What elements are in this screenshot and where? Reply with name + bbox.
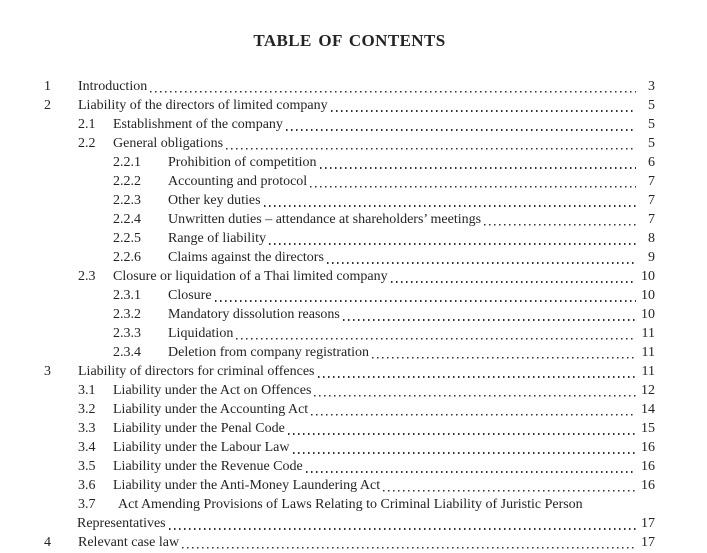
toc-entry bbox=[44, 476, 655, 495]
dot-leader bbox=[383, 476, 636, 495]
entry-label: Closure or liquidation of a Thai limited company bbox=[113, 269, 388, 284]
entry-number: 2.3 bbox=[78, 269, 96, 284]
entry-number: 3.6 bbox=[78, 478, 96, 493]
dot-leader bbox=[327, 248, 636, 267]
toc-entry bbox=[44, 438, 655, 457]
toc-entry bbox=[44, 134, 655, 153]
page-number: 11 bbox=[641, 345, 655, 360]
page-number: 10 bbox=[641, 288, 655, 303]
entry-number: 2.2.6 bbox=[113, 250, 141, 265]
dot-leader bbox=[484, 210, 636, 229]
toc-entry bbox=[44, 267, 655, 286]
page-number: 5 bbox=[648, 136, 655, 151]
page-number: 5 bbox=[648, 98, 655, 113]
page-number: 12 bbox=[641, 383, 655, 398]
dot-leader bbox=[288, 419, 636, 438]
toc-entry-continuation bbox=[44, 514, 655, 533]
page-number: 14 bbox=[641, 402, 655, 417]
entry-number: 3.7 bbox=[78, 497, 96, 512]
toc-entry bbox=[44, 248, 655, 267]
dot-leader bbox=[169, 514, 636, 533]
entry-label: Liability under the Penal Code bbox=[113, 421, 285, 436]
dot-leader bbox=[236, 324, 636, 343]
entry-label: Liability of the directors of limited company bbox=[78, 98, 328, 113]
entry-label: Mandatory dissolution reasons bbox=[168, 307, 340, 322]
entry-label: Liability under the Revenue Code bbox=[113, 459, 303, 474]
dot-leader bbox=[286, 115, 636, 134]
entry-label: Act Amending Provisions of Laws Relating to Criminal Liability of Juristic Person bbox=[118, 497, 583, 512]
toc-entry bbox=[44, 457, 655, 476]
page-number: 8 bbox=[648, 231, 655, 246]
toc-entry bbox=[44, 362, 655, 381]
entry-label: Deletion from company registration bbox=[168, 345, 369, 360]
toc-entry bbox=[44, 96, 655, 115]
toc-entry bbox=[44, 419, 655, 438]
entry-label: Representatives bbox=[77, 516, 166, 531]
entry-number: 3.5 bbox=[78, 459, 96, 474]
dot-leader bbox=[314, 381, 636, 400]
dot-leader bbox=[215, 286, 636, 305]
dot-leader bbox=[293, 438, 637, 457]
toc-entry bbox=[44, 381, 655, 400]
toc-entry bbox=[44, 343, 655, 362]
entry-label: Unwritten duties – attendance at shareholders’ meetings bbox=[168, 212, 482, 227]
dot-leader bbox=[320, 153, 636, 172]
page-number: 7 bbox=[648, 174, 655, 189]
toc-entry bbox=[44, 286, 655, 305]
entry-label: General obligations bbox=[113, 136, 224, 151]
page-number: 11 bbox=[641, 364, 655, 379]
dot-leader bbox=[391, 267, 636, 286]
dot-leader bbox=[264, 191, 636, 210]
toc-entry bbox=[44, 305, 655, 324]
entry-label: Establishment of the company bbox=[113, 117, 283, 132]
dot-leader bbox=[311, 400, 636, 419]
toc-entry bbox=[44, 77, 655, 96]
entry-label: Liability under the Act on Offences bbox=[113, 383, 312, 398]
entry-number: 3.2 bbox=[78, 402, 96, 417]
entry-label: Other key duties bbox=[168, 193, 261, 208]
entry-number: 2.3.2 bbox=[113, 307, 141, 322]
entry-number: 2.2.3 bbox=[113, 193, 141, 208]
toc-entry bbox=[44, 229, 655, 248]
toc-entry bbox=[44, 153, 655, 172]
toc-entry bbox=[44, 172, 655, 191]
entry-label: Relevant case law bbox=[78, 535, 180, 550]
page-number: 9 bbox=[648, 250, 655, 265]
entry-number: 2.3.3 bbox=[113, 326, 141, 341]
dot-leader bbox=[226, 134, 636, 153]
toc-entry bbox=[44, 191, 655, 210]
entry-number: 2.1 bbox=[78, 117, 96, 132]
page-number: 7 bbox=[648, 212, 655, 227]
dot-leader bbox=[150, 77, 636, 96]
entry-number: 4 bbox=[44, 535, 51, 550]
toc-entry bbox=[44, 324, 655, 343]
page-number: 7 bbox=[648, 193, 655, 208]
entry-number: 2.2.5 bbox=[113, 231, 141, 246]
page-number: 16 bbox=[641, 459, 655, 474]
entry-number: 3 bbox=[44, 364, 51, 379]
page-number: 17 bbox=[641, 535, 655, 550]
page-number: 10 bbox=[641, 269, 655, 284]
entry-number: 2.3.4 bbox=[113, 345, 141, 360]
dot-leader bbox=[306, 457, 636, 476]
page-number: 5 bbox=[648, 117, 655, 132]
page-number: 17 bbox=[641, 516, 655, 531]
entry-label: Prohibition of competition bbox=[168, 155, 317, 170]
page-title: TABLE OF CONTENTS bbox=[253, 31, 446, 50]
entry-number: 2.2.1 bbox=[113, 155, 141, 170]
page-number: 11 bbox=[641, 326, 655, 341]
toc-entry bbox=[44, 533, 655, 552]
dot-leader bbox=[269, 229, 636, 248]
entry-number: 1 bbox=[44, 79, 51, 94]
entry-label: Liquidation bbox=[168, 326, 234, 341]
dot-leader bbox=[318, 362, 637, 381]
toc-entry bbox=[44, 210, 655, 229]
dot-leader bbox=[310, 172, 636, 191]
toc-entry bbox=[44, 400, 655, 419]
toc-entry bbox=[44, 115, 655, 134]
page-number: 16 bbox=[641, 478, 655, 493]
dot-leader bbox=[182, 533, 636, 552]
page-number: 10 bbox=[641, 307, 655, 322]
dot-leader bbox=[331, 96, 636, 115]
dot-leader bbox=[343, 305, 636, 324]
entry-label: Range of liability bbox=[168, 231, 266, 246]
table-of-contents bbox=[44, 77, 655, 552]
entry-label: Claims against the directors bbox=[168, 250, 324, 265]
dot-leader bbox=[372, 343, 636, 362]
entry-label: Liability under the Labour Law bbox=[113, 440, 290, 455]
page-number: 16 bbox=[641, 440, 655, 455]
entry-number: 2.2 bbox=[78, 136, 96, 151]
entry-number: 3.4 bbox=[78, 440, 96, 455]
page-number: 15 bbox=[641, 421, 655, 436]
entry-label: Liability under the Accounting Act bbox=[113, 402, 309, 417]
entry-label: Liability of directors for criminal offences bbox=[78, 364, 315, 379]
page-number: 3 bbox=[648, 79, 655, 94]
entry-label: Accounting and protocol bbox=[168, 174, 308, 189]
entry-number: 2.3.1 bbox=[113, 288, 141, 303]
entry-label: Liability under the Anti-Money Laundering Act bbox=[113, 478, 381, 493]
toc-entry bbox=[44, 495, 655, 514]
page-number: 6 bbox=[648, 155, 655, 170]
entry-label: Introduction bbox=[78, 79, 148, 94]
entry-number: 2.2.2 bbox=[113, 174, 141, 189]
entry-number: 2 bbox=[44, 98, 51, 113]
entry-number: 3.1 bbox=[78, 383, 96, 398]
entry-number: 3.3 bbox=[78, 421, 96, 436]
entry-label: Closure bbox=[168, 288, 212, 303]
entry-number: 2.2.4 bbox=[113, 212, 141, 227]
